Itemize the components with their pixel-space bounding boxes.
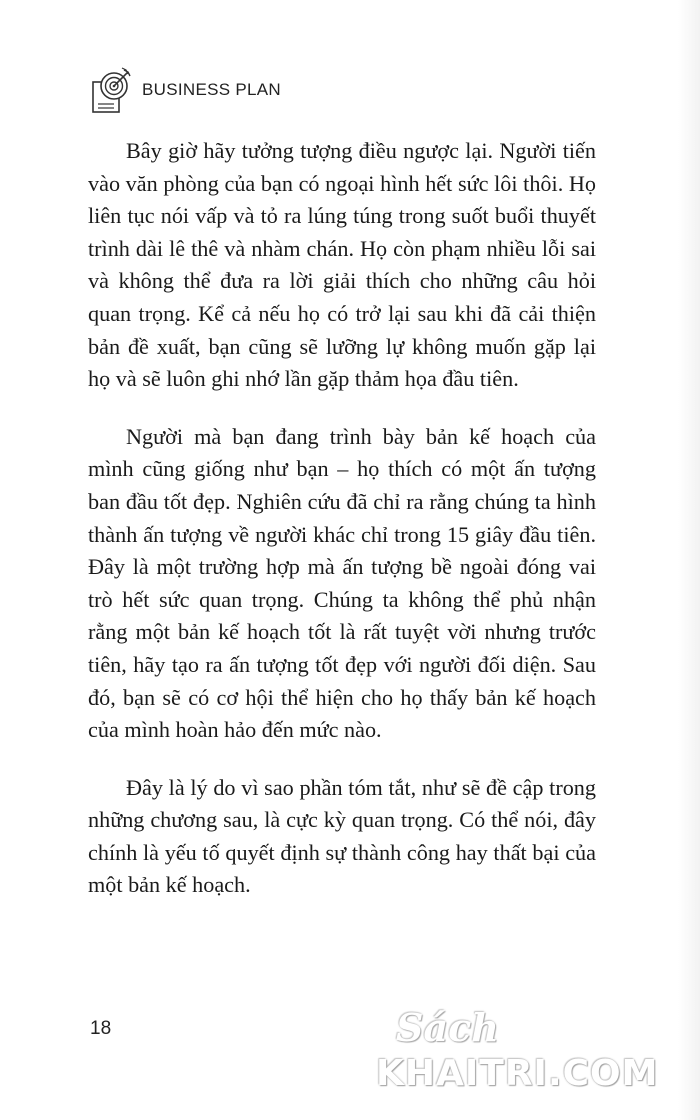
page-body	[88, 135, 596, 927]
paragraph: Bây giờ hãy tưởng tượng điều ngược lại. Người tiến vào văn phòng của bạn có ngoại hình hết sức lôi thôi. Họ liên tục nói vấp và tỏ ra lúng túng trong suốt buổi thuyết trình dài lê thê và nhàm chán. Họ còn phạm nhiều lỗi sai và không thể đưa ra lời giải thích cho những câu hỏi quan trọng. Kể cả nếu họ có trở lại sau khi đã cải thiện bản đề xuất, bạn cũng sẽ lưỡng lự không muốn gặp lại họ và sẽ luôn ghi nhớ lần gặp thảm họa đầu tiên.	[88, 138, 596, 392]
paragraph: Đây là lý do vì sao phần tóm tắt, như sẽ đề cập trong những chương sau, là cực kỳ quan trọng. Có thể nói, đây chính là yếu tố quyết định sự thành công hay thất bại của một bản kế hoạch.	[88, 774, 596, 898]
header-title: BUSINESS PLAN	[142, 80, 282, 99]
watermark-script-text: Sách	[396, 1005, 499, 1050]
target-document-icon	[90, 66, 134, 114]
page-number: 18	[90, 1018, 112, 1039]
paragraph: Người mà bạn đang trình bày bản kế hoạch của mình cũng giống như bạn – họ thích có một ấn tượng ban đầu tốt đẹp. Nghiên cứu đã chỉ ra rằng chúng ta hình thành ấn tượng về người khác chỉ trong 15 giây đầu tiên. Đây là một trường hợp mà ấn tượng bề ngoài đóng vai trò hết sức quan trọng. Chúng ta không thể phủ nhận rằng một bản kế hoạch tốt là rất tuyệt vời nhưng trước tiên, hãy tạo ra ấn tượng tốt đẹp với người đối diện. Sau đó, bạn sẽ có cơ hội thể hiện cho họ thấy bản kế hoạch của mình hoàn hảo đến mức nào.	[88, 423, 596, 743]
page-edge-shadow	[678, 0, 700, 1120]
watermark-logo	[376, 1005, 686, 1105]
running-header	[90, 64, 281, 116]
watermark-main-text: KHAITRI.COM	[376, 1053, 659, 1094]
